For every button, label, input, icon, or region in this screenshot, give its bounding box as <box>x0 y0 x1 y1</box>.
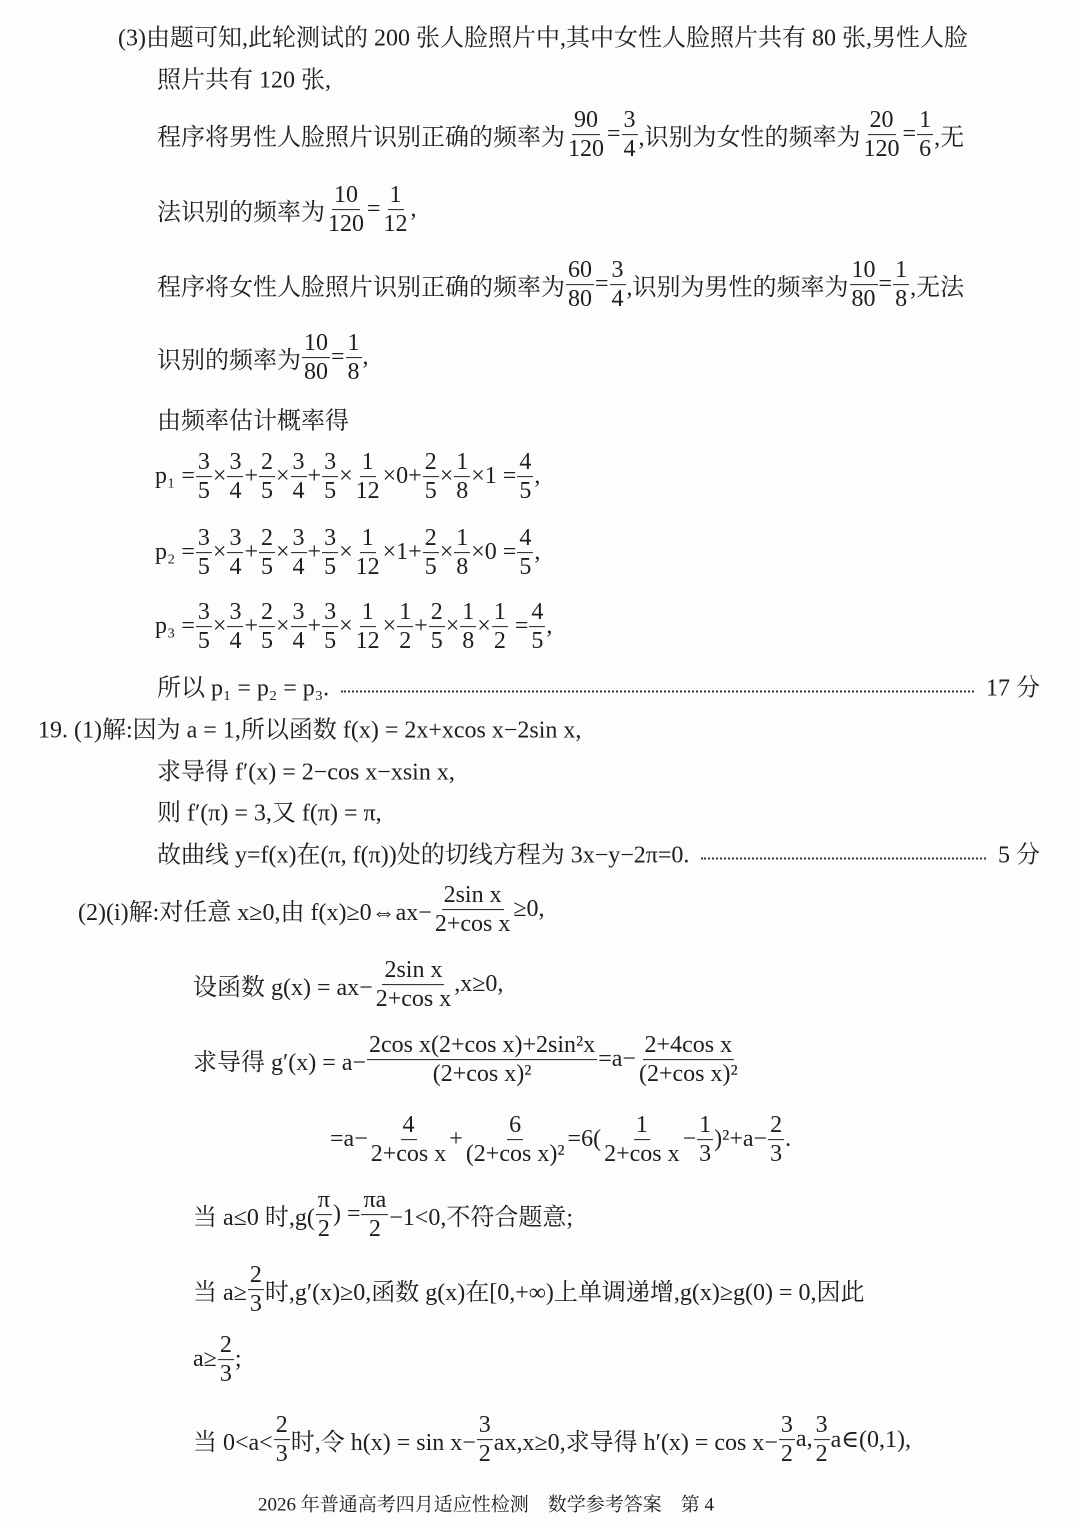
text-segment: =a− <box>330 1126 368 1153</box>
text-segment: ) = <box>332 1201 361 1228</box>
text-segment: − <box>682 1126 697 1153</box>
fraction <box>893 257 909 313</box>
fraction-numerator: π <box>316 1187 332 1215</box>
fraction <box>227 449 243 505</box>
fraction-numerator: 1 <box>388 182 404 210</box>
text-segment: , <box>546 613 553 640</box>
fraction-denominator: 5 <box>519 554 532 581</box>
fraction-numerator: 3 <box>814 1412 830 1440</box>
fraction-numerator: 3 <box>610 257 626 285</box>
fraction-denominator: 8 <box>347 359 360 386</box>
fraction <box>367 1032 597 1088</box>
text-line <box>193 1332 242 1388</box>
fraction-numerator: 4 <box>517 449 533 477</box>
fraction-denominator: 5 <box>261 478 273 505</box>
fraction-numerator: 4 <box>517 525 533 553</box>
fraction-numerator: 10 <box>332 182 360 210</box>
text-segment: 当 a≤0 时,g( <box>193 1205 315 1232</box>
text-segment: × <box>339 463 353 490</box>
text-segment: , <box>534 463 541 490</box>
fraction-denominator: 8 <box>456 554 469 581</box>
fraction <box>529 599 545 655</box>
fraction-numerator: 3 <box>322 599 338 627</box>
fraction <box>429 599 445 655</box>
fraction-numerator: 20 <box>868 107 896 135</box>
text-segment: ax,x≥0,求导得 h′(x) = cos x− <box>493 1430 778 1457</box>
fraction-denominator: 2+cos x <box>370 1141 447 1168</box>
text-line <box>38 710 581 745</box>
fraction-denominator: 2+cos x <box>604 1141 680 1168</box>
fraction-denominator: 4 <box>292 554 305 581</box>
text-segment: . <box>785 1126 792 1153</box>
fraction-denominator: 4 <box>229 478 242 505</box>
text-segment: 19. (1)解:因为 a = 1,所以函数 f(x) = 2x+xcos x−2sin x, <box>38 717 582 744</box>
text-segment: ,无法 <box>910 275 965 302</box>
text-segment: × <box>439 463 454 490</box>
fraction <box>637 1032 740 1088</box>
fraction-numerator: 3 <box>227 599 243 627</box>
text-segment: ,x≥0, <box>454 971 504 998</box>
text-segment: 识别的频率为 <box>157 348 301 375</box>
text-segment: + <box>414 613 428 640</box>
fraction-numerator: 1 <box>893 257 909 285</box>
text-segment: + <box>244 613 258 640</box>
fraction-denominator: 5 <box>531 628 544 655</box>
fraction-numerator: 3 <box>291 525 307 553</box>
fraction-denominator: 8 <box>462 628 475 655</box>
fraction <box>302 330 330 386</box>
text-segment: 当 0<a< <box>193 1430 273 1457</box>
fraction <box>566 107 606 163</box>
text-segment: p₂ = <box>155 539 195 566</box>
fraction-numerator: 3 <box>779 1412 795 1440</box>
page-footer: 2026 年普通高考四月适应性检测 数学参考答案 第 4 <box>258 1494 715 1516</box>
text-segment: × <box>212 613 227 640</box>
fraction-denominator: 4 <box>611 286 624 313</box>
fraction-numerator: 1 <box>346 330 362 358</box>
fraction-numerator: 3 <box>196 449 212 477</box>
fraction-numerator: 2 <box>259 449 275 477</box>
fraction <box>454 525 470 581</box>
fraction <box>454 449 470 505</box>
fraction-denominator: 12 <box>355 628 380 655</box>
text-segment: × <box>276 463 290 490</box>
fraction-numerator: 2sin x <box>382 957 444 985</box>
fraction-numerator: 1 <box>917 107 933 135</box>
fraction-numerator: 3 <box>622 107 638 135</box>
dotted-leader <box>701 857 986 859</box>
fraction-denominator: 4 <box>623 136 636 163</box>
text-segment: p₁ = <box>155 463 195 490</box>
fraction <box>322 525 338 581</box>
fraction-denominator: 4 <box>292 478 305 505</box>
text-segment: × <box>212 539 227 566</box>
fraction-numerator: 1 <box>397 599 413 627</box>
fraction <box>248 1262 264 1318</box>
fraction-denominator: 5 <box>197 478 210 505</box>
text-segment: p₃ = <box>155 613 195 640</box>
fraction-denominator: 5 <box>197 628 210 655</box>
text-segment: × <box>339 613 353 640</box>
fraction <box>322 449 338 505</box>
text-segment: )²+a− <box>714 1126 768 1153</box>
fraction-numerator: 2 <box>429 599 445 627</box>
text-segment: (3)由题可知,此轮测试的 200 张人脸照片中,其中女性人脸照片共有 80 张,男性人脸 <box>118 25 968 52</box>
text-segment: = <box>367 196 381 223</box>
fraction-numerator: 60 <box>566 257 594 285</box>
fraction <box>259 449 275 505</box>
text-segment: = <box>331 344 345 371</box>
text-line <box>193 1032 741 1088</box>
fraction <box>326 182 366 238</box>
fraction <box>291 525 307 581</box>
text-segment: × <box>212 463 227 490</box>
text-segment: a∈(0,1), <box>830 1427 911 1454</box>
text-line <box>155 525 540 581</box>
fraction <box>397 599 413 655</box>
text-line <box>118 18 968 53</box>
fraction-denominator: 8 <box>456 478 469 505</box>
fraction-numerator: 2 <box>423 449 439 477</box>
fraction-denominator: 2 <box>493 628 506 655</box>
text-segment: ,识别为女性的频率为 <box>638 125 861 152</box>
text-segment: 法识别的频率为 <box>157 200 325 227</box>
fraction-denominator: 2 <box>780 1441 793 1468</box>
fraction <box>464 1112 567 1168</box>
fraction-denominator: 5 <box>424 478 437 505</box>
text-segment: + <box>244 539 258 566</box>
fraction-denominator: 3 <box>699 1141 712 1168</box>
fraction-denominator: 5 <box>519 478 532 505</box>
fraction-denominator: 5 <box>324 628 337 655</box>
fraction-denominator: 12 <box>355 478 380 505</box>
fraction-numerator: 3 <box>322 449 338 477</box>
fraction <box>423 525 439 581</box>
fraction-numerator: 1 <box>634 1112 650 1140</box>
fraction-denominator: 4 <box>229 554 242 581</box>
fraction-denominator: 2 <box>317 1216 330 1243</box>
text-segment: + <box>244 463 258 490</box>
fraction-denominator: 120 <box>328 211 364 238</box>
fraction-numerator: 3 <box>322 525 338 553</box>
fraction <box>566 257 594 313</box>
text-segment: × <box>382 613 397 640</box>
fraction <box>423 449 439 505</box>
fraction-numerator: 2 <box>218 1332 234 1360</box>
text-line <box>157 107 964 163</box>
text-segment: + <box>307 613 322 640</box>
text-segment: 求导得 f′(x) = 2−cos x−xsin x, <box>157 759 455 786</box>
text-segment: = <box>508 613 529 640</box>
fraction <box>291 449 307 505</box>
fraction <box>460 599 476 655</box>
text-segment: × <box>276 613 290 640</box>
text-segment: 程序将男性人脸照片识别正确的频率为 <box>157 125 565 152</box>
fraction-denominator: 2+cos x <box>375 986 452 1013</box>
fraction-denominator: 4 <box>229 628 242 655</box>
text-segment: × <box>276 539 290 566</box>
text-segment: ×1 = <box>471 463 517 490</box>
text-segment: 当 a≥ <box>193 1280 247 1307</box>
fraction-denominator: 3 <box>275 1441 288 1468</box>
text-segment: = <box>878 271 893 298</box>
fraction-denominator: 2 <box>478 1441 491 1468</box>
text-line <box>157 835 1040 870</box>
fraction <box>917 107 933 163</box>
text-line <box>78 882 545 938</box>
fraction <box>477 1412 493 1468</box>
fraction-denominator: 12 <box>383 211 408 238</box>
fraction <box>259 599 275 655</box>
fraction <box>354 599 382 655</box>
text-segment: a, <box>795 1426 813 1453</box>
text-line <box>155 599 552 655</box>
fraction <box>492 599 508 655</box>
text-segment: × <box>445 613 460 640</box>
fraction <box>610 257 626 313</box>
text-segment: 照片共有 120 张, <box>157 67 331 94</box>
fraction <box>227 599 243 655</box>
text-segment: + <box>307 539 322 566</box>
fraction <box>361 1187 388 1243</box>
fraction <box>697 1112 713 1168</box>
fraction <box>227 525 243 581</box>
text-segment: =a− <box>598 1046 636 1073</box>
text-segment: + <box>449 1126 463 1153</box>
fraction-denominator: 80 <box>568 286 592 313</box>
fraction <box>259 525 275 581</box>
fraction-numerator: 1 <box>492 599 508 627</box>
text-segment: ,无 <box>934 125 965 152</box>
text-segment: × <box>339 539 353 566</box>
fraction <box>814 1412 830 1468</box>
text-segment: −1<0,不符合题意; <box>389 1205 574 1232</box>
fraction <box>274 1412 290 1468</box>
fraction-denominator: 12 <box>355 554 380 581</box>
text-segment: 所以 p₁ = p₂ = p₃. <box>157 675 330 702</box>
text-line <box>157 182 417 238</box>
fraction <box>316 1187 332 1243</box>
fraction-numerator: 3 <box>291 599 307 627</box>
text-line <box>155 449 540 505</box>
fraction <box>196 525 212 581</box>
fraction-numerator: 1 <box>360 525 376 553</box>
fraction-denominator: 2 <box>399 628 412 655</box>
fraction-numerator: 3 <box>196 525 212 553</box>
fraction <box>433 882 513 938</box>
text-line <box>157 330 369 386</box>
fraction-denominator: 2 <box>368 1216 381 1243</box>
text-segment: = <box>607 121 621 148</box>
text-segment: , <box>410 196 417 223</box>
text-line <box>157 60 331 95</box>
text-segment: ,识别为男性的频率为 <box>626 275 849 302</box>
text-line <box>157 793 382 828</box>
fraction <box>779 1412 795 1468</box>
fraction-numerator: 90 <box>572 107 600 135</box>
fraction-numerator: 2cos x(2+cos x)+2sin²x <box>367 1032 597 1060</box>
text-segment: a≥ <box>193 1346 217 1373</box>
text-line <box>193 1262 865 1318</box>
fraction-denominator: (2+cos x)² <box>432 1061 532 1088</box>
fraction-numerator: 3 <box>477 1412 493 1440</box>
text-line <box>157 257 964 313</box>
fraction-denominator: (2+cos x)² <box>465 1141 565 1168</box>
fraction-numerator: 1 <box>454 525 470 553</box>
fraction-numerator: 2 <box>768 1112 784 1140</box>
fraction <box>196 449 212 505</box>
fraction <box>517 525 533 581</box>
text-line <box>193 1412 911 1468</box>
fraction-numerator: 2 <box>259 599 275 627</box>
text-line <box>330 1112 791 1168</box>
fraction-numerator: 4 <box>529 599 545 627</box>
text-line <box>157 668 1040 703</box>
text-segment: = <box>595 271 609 298</box>
fraction-denominator: 6 <box>919 136 932 163</box>
text-segment: × <box>439 539 454 566</box>
fraction <box>354 525 382 581</box>
fraction <box>322 599 338 655</box>
fraction-numerator: 1 <box>454 449 470 477</box>
text-segment: (2)(i)解:对任意 x≥0,由 f(x)≥0⇔ax− <box>78 900 432 927</box>
text-segment: 设函数 g(x) = ax− <box>193 975 373 1002</box>
fraction <box>382 182 410 238</box>
fraction-denominator: 3 <box>249 1291 262 1318</box>
text-segment: 17 分 <box>986 675 1040 702</box>
text-segment: ≥0, <box>513 896 545 923</box>
fraction-numerator: 2sin x <box>442 882 504 910</box>
fraction-numerator: 1 <box>360 449 376 477</box>
fraction-denominator: 5 <box>324 554 337 581</box>
text-segment: 时,g′(x)≥0,函数 g(x)在[0,+∞)上单调递增,g(x)≥g(0) = 0,因此 <box>264 1280 865 1307</box>
fraction-denominator: 3 <box>770 1141 783 1168</box>
fraction-denominator: 4 <box>292 628 305 655</box>
fraction-numerator: 2 <box>248 1262 264 1290</box>
fraction-numerator: πa <box>361 1187 388 1215</box>
fraction-numerator: 10 <box>302 330 330 358</box>
text-segment: 故曲线 y=f(x)在(π, f(π))处的切线方程为 3x−y−2π=0. <box>157 842 690 869</box>
fraction <box>602 1112 682 1168</box>
fraction-denominator: 5 <box>197 554 210 581</box>
fraction-denominator: 2 <box>815 1441 828 1468</box>
fraction-numerator: 1 <box>697 1112 713 1140</box>
fraction <box>862 107 902 163</box>
fraction-denominator: 5 <box>324 478 337 505</box>
text-segment: ×1+ <box>382 539 422 566</box>
text-segment: + <box>307 463 322 490</box>
fraction-denominator: 8 <box>895 286 908 313</box>
text-segment: × <box>477 613 491 640</box>
fraction <box>374 957 454 1013</box>
fraction-denominator: 120 <box>863 136 900 163</box>
fraction <box>346 330 362 386</box>
text-segment: 则 f′(π) = 3,又 f(π) = π, <box>157 800 382 827</box>
fraction-denominator: 3 <box>219 1361 232 1388</box>
fraction-denominator: 80 <box>851 286 876 313</box>
text-line <box>193 957 503 1013</box>
fraction-denominator: 120 <box>568 136 604 163</box>
text-segment: 时,令 h(x) = sin x− <box>290 1430 476 1457</box>
text-line <box>193 1187 573 1243</box>
text-line <box>157 752 455 787</box>
fraction-numerator: 6 <box>507 1112 523 1140</box>
fraction-numerator: 1 <box>460 599 476 627</box>
text-segment: 求导得 g′(x) = a− <box>193 1050 366 1077</box>
fraction-denominator: 5 <box>261 554 273 581</box>
text-segment: , <box>534 539 541 566</box>
fraction-numerator: 2 <box>259 525 275 553</box>
text-segment: , <box>362 344 369 371</box>
text-segment: ; <box>234 1346 242 1373</box>
fraction <box>354 449 382 505</box>
fraction-denominator: 80 <box>304 359 328 386</box>
text-segment: 5 分 <box>998 842 1040 869</box>
text-segment: =6( <box>567 1126 602 1153</box>
text-segment: ×0+ <box>382 463 422 490</box>
fraction <box>517 449 533 505</box>
fraction-denominator: (2+cos x)² <box>638 1061 738 1088</box>
fraction-denominator: 5 <box>261 628 273 655</box>
fraction-denominator: 2+cos x <box>434 911 511 938</box>
fraction <box>291 599 307 655</box>
text-segment: 由频率估计概率得 <box>157 408 349 435</box>
fraction <box>768 1112 784 1168</box>
text-segment: 程序将女性人脸照片识别正确的频率为 <box>157 275 565 302</box>
fraction <box>196 599 212 655</box>
fraction-denominator: 5 <box>430 628 443 655</box>
fraction-numerator: 3 <box>196 599 212 627</box>
fraction-numerator: 3 <box>227 525 243 553</box>
fraction-numerator: 3 <box>227 449 243 477</box>
fraction-numerator: 10 <box>850 257 878 285</box>
fraction-numerator: 3 <box>291 449 307 477</box>
text-segment: = <box>902 121 917 148</box>
fraction <box>369 1112 449 1168</box>
fraction-numerator: 2+4cos x <box>643 1032 735 1060</box>
fraction-numerator: 2 <box>274 1412 290 1440</box>
text-segment: ×0 = <box>471 539 517 566</box>
fraction <box>218 1332 234 1388</box>
dotted-leader <box>341 690 974 692</box>
text-line <box>157 401 349 436</box>
fraction <box>622 107 638 163</box>
fraction-numerator: 4 <box>401 1112 417 1140</box>
fraction-numerator: 1 <box>360 599 376 627</box>
fraction-numerator: 2 <box>423 525 439 553</box>
fraction <box>850 257 878 313</box>
fraction-denominator: 5 <box>424 554 437 581</box>
